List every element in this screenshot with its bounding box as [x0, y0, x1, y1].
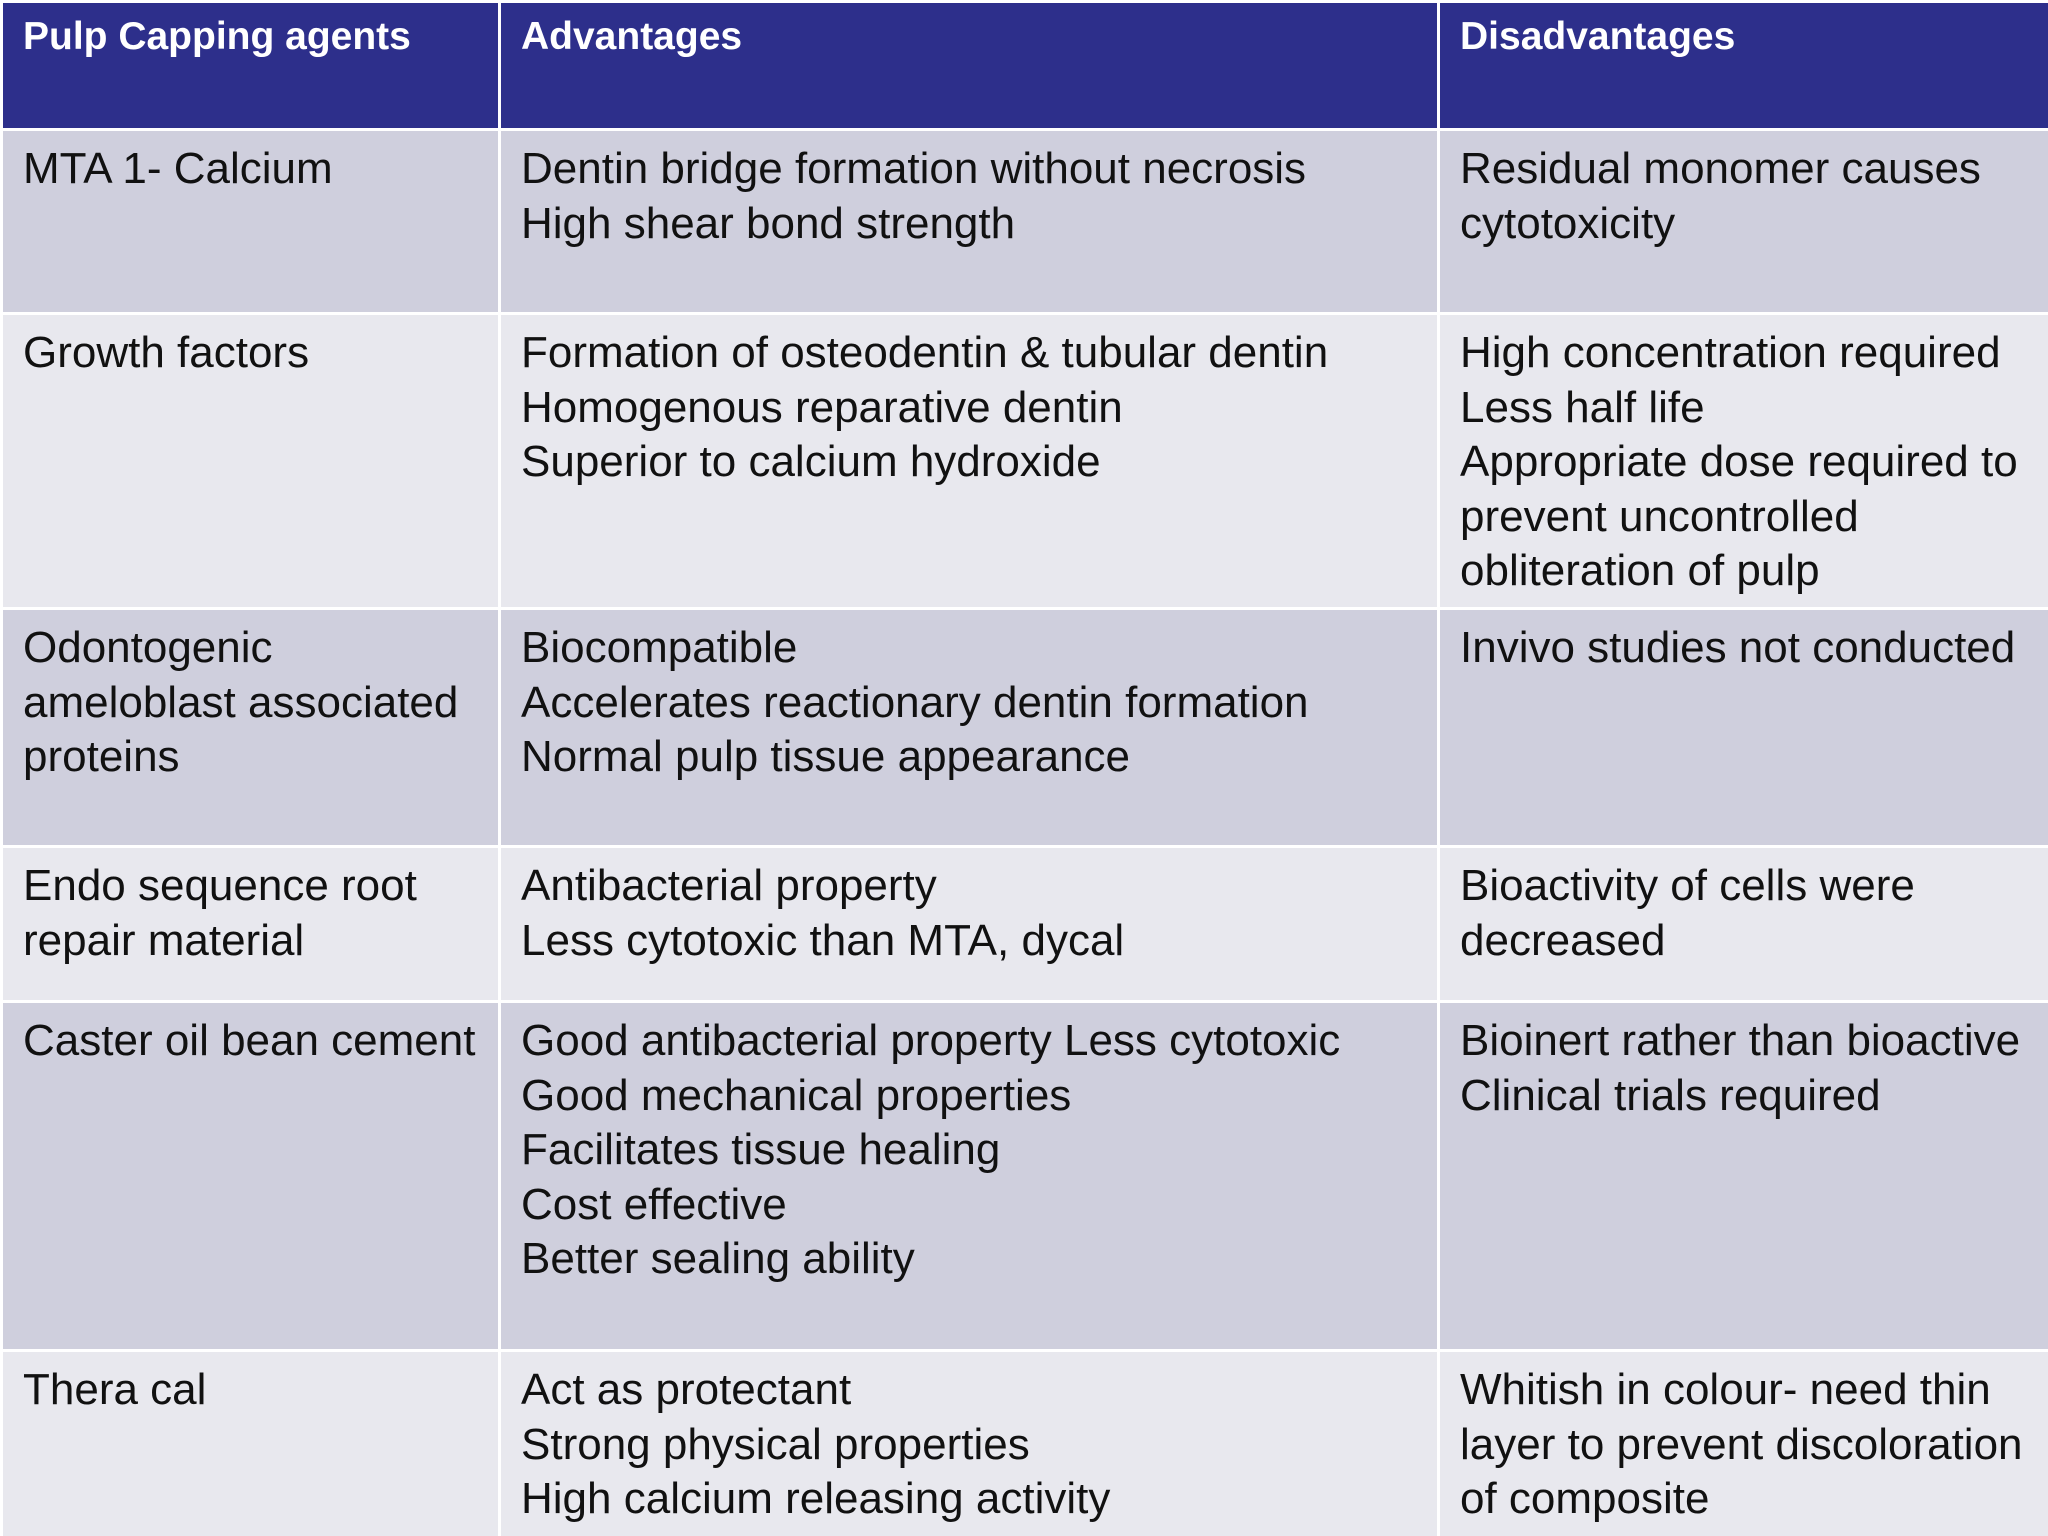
advantages-cell: [500, 314, 1439, 609]
advantage-item: Homogenous reparative dentin: [521, 382, 1123, 432]
advantages-cell: [500, 847, 1439, 1002]
table-row: [2, 1002, 2048, 1351]
disadvantages-cell: [1439, 130, 2048, 314]
advantage-item: Act as protectant: [521, 1365, 852, 1414]
header-advantages: Advantages: [500, 2, 1439, 130]
agent-name: Growth factors: [23, 328, 310, 377]
advantages-cell: [500, 130, 1439, 314]
header-disadvantages: Disadvantages: [1439, 2, 2048, 130]
agent-cell: [2, 847, 500, 1002]
disadvantage-item: High concentration required: [1460, 328, 2001, 377]
advantage-item: High shear bond strength: [521, 198, 1016, 248]
disadvantages-cell: [1439, 1351, 2048, 1536]
disadvantages-cell: [1439, 1002, 2048, 1351]
advantage-item: Superior to calcium hydroxide: [521, 437, 1101, 486]
advantage-item: Formation of osteodentin & tubular dentin: [521, 328, 1329, 377]
table-row: [2, 1351, 2048, 1536]
disadvantage-item: Bioinert rather than bioactive: [1460, 1016, 2021, 1065]
advantage-item: Facilitates tissue healing: [521, 1125, 1001, 1174]
advantage-item: Good antibacterial property Less cytotoxic: [521, 1016, 1341, 1065]
advantage-item: Strong physical properties: [521, 1419, 1030, 1469]
advantage-item: Normal pulp tissue appearance: [521, 732, 1131, 781]
disadvantage-item: Less half life: [1460, 382, 1705, 432]
advantage-item: Antibacterial property: [521, 861, 937, 910]
table-row: [2, 314, 2048, 609]
advantage-item: Cost effective: [521, 1179, 787, 1229]
advantage-item: Good mechanical properties: [521, 1070, 1072, 1120]
advantage-item: Less cytotoxic than MTA, dycal: [521, 915, 1125, 965]
agent-name: Odontogenic ameloblast associated proteins: [23, 623, 459, 781]
agent-name: Endo sequence root repair material: [23, 861, 417, 965]
disadvantage-item: Appropriate dose required to prevent uncontrolled obliteration of pulp: [1460, 437, 2018, 595]
agent-cell: [2, 314, 500, 609]
disadvantage-item: Clinical trials required: [1460, 1070, 1881, 1120]
advantages-cell: [500, 1351, 1439, 1536]
agent-cell: [2, 1351, 500, 1536]
disadvantage-item: Invivo studies not conducted: [1460, 623, 2016, 672]
table-row: [2, 130, 2048, 314]
advantages-cell: [500, 1002, 1439, 1351]
header-row: [2, 2, 2048, 130]
agent-name: Caster oil bean cement: [23, 1016, 476, 1065]
disadvantage-item: Whitish in colour- need thin layer to prevent discoloration of composite: [1460, 1365, 2023, 1523]
agent-name: MTA 1- Calcium: [23, 144, 333, 193]
disadvantage-item: Bioactivity of cells were decreased: [1460, 861, 1915, 965]
disadvantage-item: Residual monomer causes cytotoxicity: [1460, 144, 1981, 248]
agent-cell: [2, 1002, 500, 1351]
agent-cell: [2, 130, 500, 314]
disadvantages-cell: [1439, 847, 2048, 1002]
disadvantages-cell: [1439, 314, 2048, 609]
advantage-item: Accelerates reactionary dentin formation: [521, 677, 1309, 727]
table-row: [2, 609, 2048, 847]
advantage-item: Dentin bridge formation without necrosis: [521, 144, 1307, 193]
agent-name: Thera cal: [23, 1365, 207, 1414]
advantage-item: High calcium releasing activity: [521, 1474, 1111, 1523]
advantage-item: Biocompatible: [521, 623, 798, 672]
advantages-cell: [500, 609, 1439, 847]
table-row: [2, 847, 2048, 1002]
disadvantages-cell: [1439, 609, 2048, 847]
advantage-item: Better sealing ability: [521, 1234, 915, 1283]
header-agents: Pulp Capping agents: [2, 2, 500, 130]
agent-cell: [2, 609, 500, 847]
